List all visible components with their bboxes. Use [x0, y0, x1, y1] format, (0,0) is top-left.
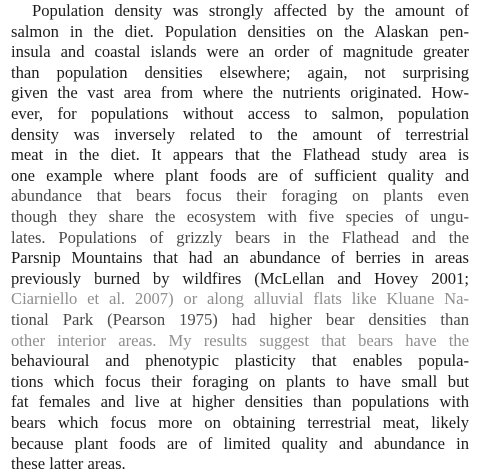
text-line: previously burned by wildfires (McLellan and Hovey 2001;: [11, 268, 469, 288]
text-line: density was inversely related to the amount of terrestrial: [11, 124, 469, 144]
text-line: Ciarniello et al. 2007) or along alluvial flats like Kluane Na-: [11, 289, 469, 309]
text-line: tions which focus their foraging on plants to have small but: [11, 371, 469, 391]
text-line: than population densities elsewhere; again, not surprising: [11, 62, 469, 82]
text-line: lates. Populations of grizzly bears in the Flathead and the: [11, 227, 469, 247]
text-line: Population density was strongly affected by the amount of: [32, 1, 469, 20]
text-line: fat females and live at higher densities than populations with: [11, 392, 469, 412]
text-line: insula and coastal islands were an order of magnitude greater: [11, 42, 469, 62]
text-line: bears which focus more on obtaining terrestrial meat, likely: [11, 413, 469, 432]
text-line: given the vast area from where the nutrients originated. How-: [11, 83, 469, 103]
text-line: tional Park (Pearson 1975) had higher bear densities than: [11, 310, 469, 329]
text-line: salmon in the diet. Population densities on the Alaskan pen-: [11, 21, 469, 41]
text-line: because plant foods are of limited quality and abundance in: [11, 433, 469, 453]
text-line: other interior areas. My results suggest that bears have the: [11, 330, 469, 350]
text-line: these latter areas.: [11, 454, 126, 474]
text-line: abundance that bears focus their foraging on plants even: [11, 186, 469, 206]
text-line: meat in the diet. It appears that the Flathead study area is: [11, 145, 469, 165]
text-line: Parsnip Mountains that had an abundance of berries in areas: [11, 248, 469, 268]
text-line: though they share the ecosystem with five species of ungu-: [11, 207, 469, 226]
text-line: behavioural and phenotypic plasticity that enables popula-: [11, 351, 469, 371]
text-line: ever, for populations without access to salmon, population: [11, 104, 469, 123]
text-line: one example where plant foods are of sufficient quality and: [11, 165, 469, 185]
